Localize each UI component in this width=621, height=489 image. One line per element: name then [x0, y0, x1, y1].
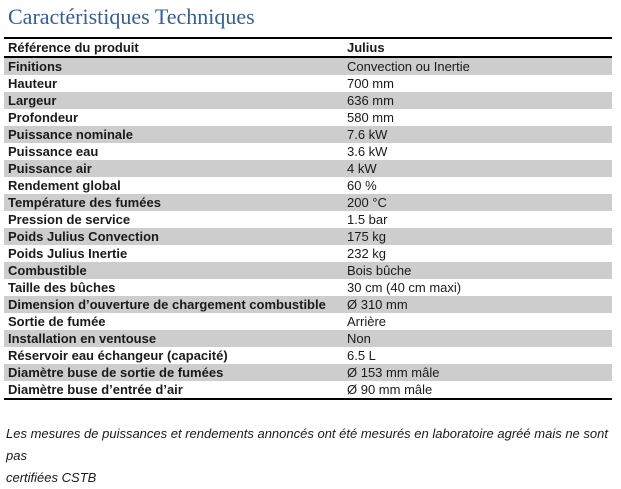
table-row [4, 109, 612, 126]
table-row [4, 177, 612, 194]
row-value: 232 kg [347, 246, 387, 261]
row-value: 700 mm [347, 76, 394, 91]
row-label: Pression de service [8, 212, 131, 227]
row-value: 7.6 kW [347, 127, 388, 142]
row-value: 60 % [347, 178, 377, 193]
row-label: Combustible [8, 263, 87, 278]
header-product-name: Julius [347, 40, 385, 55]
row-label: Dimension d’ouverture de chargement combustible [8, 297, 326, 312]
table-row [4, 313, 612, 330]
table-row [4, 279, 612, 296]
row-label: Poids Julius Convection [8, 229, 159, 244]
table-row [4, 58, 612, 75]
footnote-line-1: Les mesures de puissances et rendements annoncés ont été mesurés en laboratoire agréé mais ne sont pas [6, 426, 608, 463]
footnote-line-2: certifiées CSTB [6, 470, 97, 485]
row-value: 636 mm [347, 93, 394, 108]
row-value: 30 cm (40 cm maxi) [347, 280, 462, 295]
row-value: Ø 153 mm mâle [347, 365, 440, 380]
row-label: Hauteur [8, 76, 58, 91]
row-value: 1.5 bar [347, 212, 388, 227]
table-row [4, 330, 612, 347]
row-label: Sortie de fumée [8, 314, 106, 329]
row-value: 3.6 kW [347, 144, 388, 159]
table-row [4, 296, 612, 313]
row-value: 4 kW [347, 161, 377, 176]
row-label: Puissance eau [8, 144, 99, 159]
table-row [4, 143, 612, 160]
row-label: Puissance nominale [8, 127, 133, 142]
row-value: Ø 90 mm mâle [347, 382, 433, 397]
row-value: 6.5 L [347, 348, 376, 363]
row-label: Diamètre buse de sortie de fumées [8, 365, 224, 380]
table-row [4, 228, 612, 245]
row-label: Poids Julius Inertie [8, 246, 128, 261]
table-row [4, 194, 612, 211]
table-row [4, 126, 612, 143]
row-label: Puissance air [8, 161, 92, 176]
table-body [4, 58, 612, 398]
table-row [4, 75, 612, 92]
row-value: Arrière [347, 314, 387, 329]
table-row [4, 160, 612, 177]
row-label: Température des fumées [8, 195, 161, 210]
row-label: Diamètre buse d’entrée d’air [8, 382, 183, 397]
spec-table [4, 37, 612, 400]
table-row [4, 92, 612, 109]
row-value: Convection ou Inertie [347, 59, 470, 74]
row-label: Profondeur [8, 110, 79, 125]
row-label: Largeur [8, 93, 57, 108]
table-header-row [4, 39, 612, 58]
row-value: 200 °C [347, 195, 387, 210]
row-value: Ø 310 mm [347, 297, 408, 312]
certification-footnote [6, 423, 618, 489]
header-product-reference-label: Référence du produit [8, 40, 139, 55]
table-row [4, 347, 612, 364]
row-label: Taille des bûches [8, 280, 116, 295]
row-label: Réservoir eau échangeur (capacité) [8, 348, 228, 363]
row-value: 175 kg [347, 229, 387, 244]
row-label: Rendement global [8, 178, 121, 193]
table-row [4, 245, 612, 262]
row-value: 580 mm [347, 110, 394, 125]
row-value: Bois bûche [347, 263, 412, 278]
table-row [4, 364, 612, 381]
row-label: Installation en ventouse [8, 331, 157, 346]
row-label: Finitions [8, 59, 63, 74]
table-row [4, 211, 612, 228]
table-row [4, 262, 612, 279]
table-row [4, 381, 612, 398]
page-title: Caractéristiques Techniques [8, 4, 255, 29]
row-value: Non [347, 331, 371, 346]
